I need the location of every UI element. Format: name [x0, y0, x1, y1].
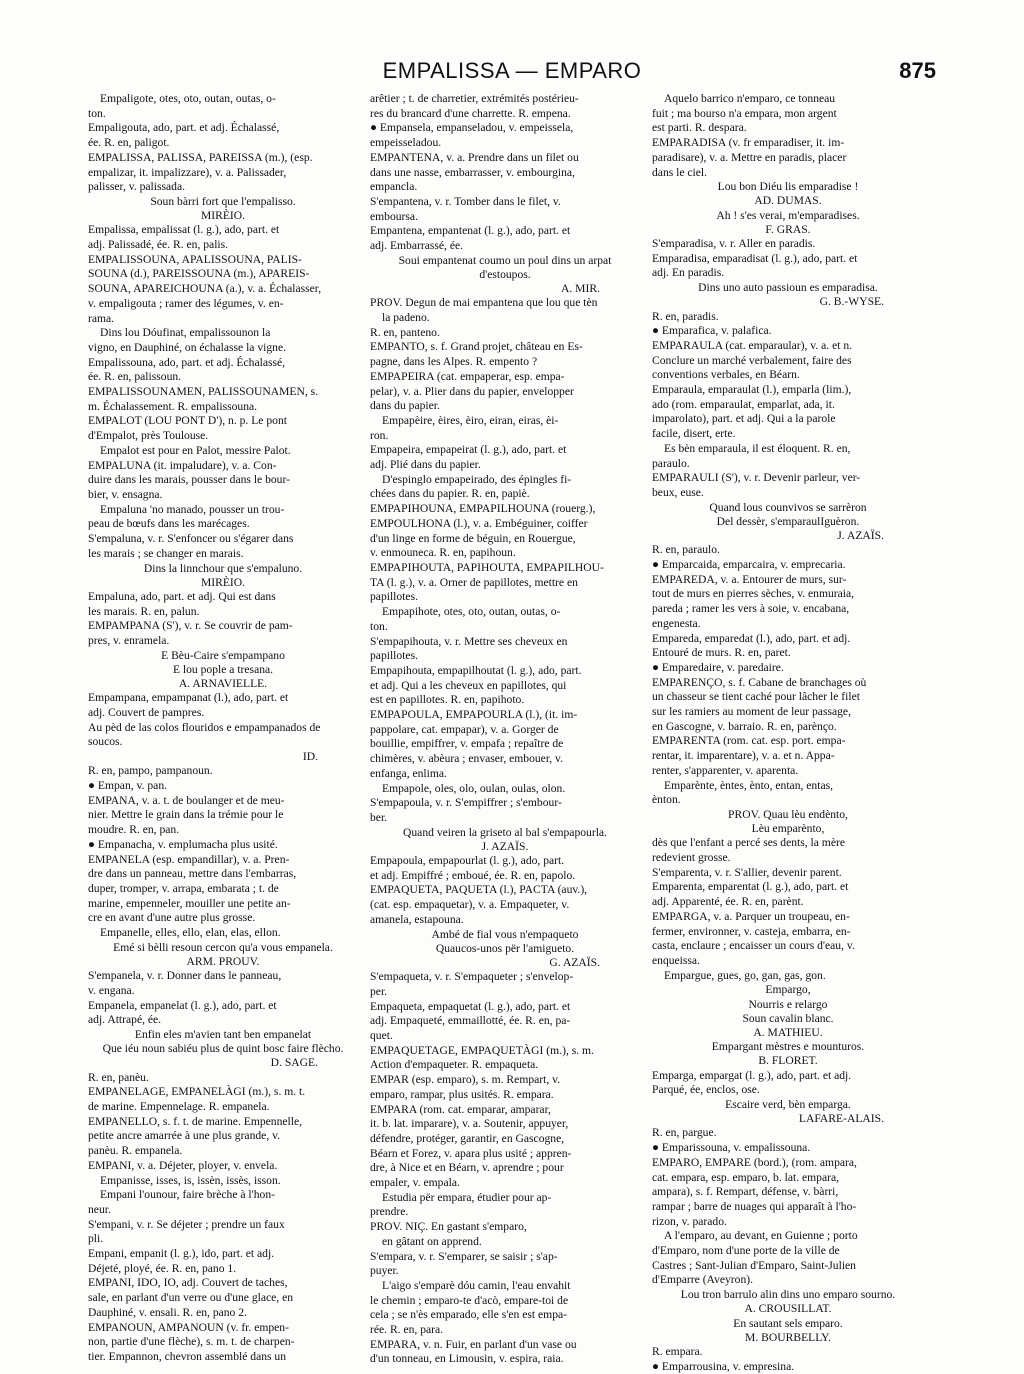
- entry-line: empalizar, it. impalizzare), v. a. Palissader,: [88, 165, 287, 179]
- entry-line: marine, empenneler, mouiller une petite an-: [88, 896, 291, 910]
- entry-line: R. en, panèu.: [88, 1070, 149, 1084]
- entry-line: cat. empara, esp. emparo, b. lat. empara,: [652, 1170, 840, 1184]
- entry-line: S'empaluna, v. r. S'enfoncer ou s'égarer dans: [88, 532, 294, 546]
- entry-line: d'un tonneau, en Limousin, v. espira, raia.: [370, 1352, 564, 1366]
- entry-line: Soun cavalin blanc.: [742, 1011, 834, 1025]
- entry-line: moudre. R. en, pan.: [88, 823, 180, 837]
- entry-line: ènton.: [652, 793, 681, 807]
- entry-line: Que iéu noun sabiéu plus de quint bosc faire flècho.: [102, 1042, 344, 1056]
- entry-line: casta, enclaure ; encaisser un cours d'eau, v.: [652, 939, 855, 953]
- entry-line: EMPANA, v. a. t. de boulanger et de meu-: [88, 793, 285, 807]
- entry-line: Empapihouta, empapilhoutat (l. g.), ado, part.: [370, 663, 582, 677]
- entry-line: Empargo,: [765, 983, 811, 997]
- entry-line: ton.: [370, 619, 388, 633]
- entry-line: M. BOURBELLY.: [745, 1330, 831, 1344]
- entry-line: engenesta.: [652, 616, 701, 630]
- entry-line: amanela, estapouna.: [370, 912, 464, 926]
- entry-line: MIRÈIO.: [200, 209, 246, 223]
- running-title: EMPALISSA — EMPARO: [382, 58, 642, 83]
- entry-line: sur les ramiers au moment de leur passage,: [652, 705, 851, 719]
- entry-line: rée. R. en, para.: [370, 1323, 444, 1337]
- entry-line: Dins uno auto passioun es emparadisa.: [698, 281, 878, 295]
- entry-line: Conclure un marché verbalement, faire des: [652, 353, 852, 367]
- entry-line: Lou bon Diéu lis emparadise !: [717, 180, 859, 194]
- entry-line: duire dans les marais, pousser dans le bour-: [88, 473, 290, 487]
- entry-line: E Bèu-Caire s'empampano: [161, 648, 285, 662]
- entry-line: Empanisse, isses, is, issèn, issès, isson.: [100, 1173, 281, 1187]
- entry-line: Castres ; Sant-Julian d'Emparo, Saint-Julien: [652, 1258, 856, 1272]
- entry-line: EMPARADISA (v. fr emparadiser, it. im-: [652, 136, 845, 150]
- entry-line: pres, v. enramela.: [88, 634, 170, 648]
- entry-line: R. empara.: [652, 1344, 703, 1358]
- entry-line: R. en, pargue.: [652, 1126, 717, 1140]
- entry-line: v. enmouneca. R. en, papihoun.: [370, 546, 516, 560]
- entry-line: d'Emparre (Aveyron).: [652, 1273, 754, 1287]
- column-left: [88, 92, 358, 1363]
- entry-line: est parti. R. despara.: [652, 121, 747, 135]
- entry-line: cre en avant d'une autre plus grosse.: [88, 911, 256, 925]
- entry-line: bouillie, empiffrer, v. empafa ; repaître de: [370, 737, 564, 751]
- entry-line: papillotes.: [370, 590, 418, 604]
- entry-line: E lou pople a tresana.: [172, 662, 274, 676]
- entry-line: v. engana.: [88, 983, 135, 997]
- entry-line: empancla.: [370, 180, 418, 194]
- entry-line: A. CROUSILLAT.: [744, 1302, 832, 1316]
- entry-line: G. AZAÏS.: [549, 955, 600, 969]
- entry-line: Empani l'ounour, faire brèche à l'hon-: [100, 1188, 275, 1202]
- entry-line: conventions verbales, en Béarn.: [652, 368, 800, 382]
- entry-line: d'Empalot, près Toulouse.: [88, 429, 209, 443]
- entry-line: rentar, it. imparentare), v. a. et n. Appa-: [652, 749, 835, 763]
- entry-line: EMPALOT (LOU PONT D'), n. p. Le pont: [88, 414, 287, 428]
- entry-line: emboursa.: [370, 209, 418, 223]
- entry-line: petite ancre amarrée à une plus grande, v.: [88, 1129, 281, 1143]
- entry-line: Dauphiné, v. ensali. R. en, pano 2.: [88, 1305, 247, 1319]
- entry-line: pappolare, cat. empapar), v. a. Gorger de: [370, 722, 559, 736]
- entry-line: dans le ciel.: [652, 165, 708, 179]
- entry-line: ● Emparrousina, v. empresina.: [652, 1359, 795, 1373]
- entry-line: ● Empan, v. pan.: [88, 779, 168, 793]
- entry-line: en gâtant on apprend.: [382, 1234, 482, 1248]
- entry-line: Lèu emparènto,: [751, 822, 825, 836]
- entry-line: adj. Palissadé, ée. R. en, palis.: [88, 238, 229, 252]
- entry-line: empaler, v. empala.: [370, 1176, 460, 1190]
- entry-line: ID.: [302, 750, 318, 764]
- entry-line: ● Empansela, empanseladou, v. empeissela,: [370, 121, 574, 135]
- entry-line: adj. Attrapé, ée.: [88, 1013, 162, 1027]
- entry-line: EMPANI, v. a. Déjeter, ployer, v. envela.: [88, 1158, 278, 1172]
- entry-line: SOUNA, APAREICHOUNA (a.), v. a. Échalasser,: [88, 282, 322, 296]
- entry-line: ampara), s. f. Rempart, défense, v. bàrri,: [652, 1185, 839, 1199]
- entry-line: EMPANTENA, v. a. Prendre dans un filet ou: [370, 150, 579, 164]
- entry-line: A. MATHIEU.: [753, 1026, 823, 1039]
- entry-line: Empaligouta, ado, part. et adj. Échalassé,: [88, 121, 280, 135]
- entry-line: Del dessèr, s'emparaulIguèron.: [716, 514, 860, 528]
- entry-line: nier. Mettre le grain dans la trémie pour le: [88, 808, 284, 822]
- entry-line: ● Emparafica, v. palafica.: [652, 324, 772, 338]
- entry-line: Empalissouna, ado, part. et adj. Échalassé,: [88, 355, 286, 369]
- entry-line: défendre, protéger, garantir, en Gascogne,: [370, 1131, 565, 1145]
- entry-line: peau de bœufs dans les marécages.: [88, 517, 250, 531]
- entry-line: non, partie d'une flèche), s. m. t. de charpen-: [88, 1335, 295, 1349]
- column-right: [652, 92, 924, 1373]
- entry-line: MIRÈIO.: [200, 575, 246, 589]
- entry-line: les marais ; se changer en marais.: [88, 546, 244, 560]
- entry-line: arêtier ; t. de charretier, extrémités postérieu-: [370, 92, 579, 105]
- entry-line: ée. R. en, palissoun.: [88, 370, 182, 384]
- entry-line: Enfin eles m'avien tant ben empanelat: [134, 1028, 312, 1041]
- entry-line: Empargue, gues, go, gan, gas, gon.: [664, 968, 826, 982]
- entry-line: G. B.-WYSE.: [819, 295, 884, 309]
- entry-line: Empapèire, èires, èiro, eiran, eiras, èi-: [382, 413, 559, 427]
- entry-line: dre, à Nice et en Béarn, v. aprendre ; pour: [370, 1161, 564, 1175]
- entry-line: Empapihote, otes, oto, outan, outas, o-: [382, 605, 561, 619]
- entry-line: Entouré de murs. R. en, paret.: [652, 646, 791, 660]
- entry-line: EMPARGA, v. a. Parquer un troupeau, en-: [652, 909, 850, 923]
- entry-line: dans une nasse, embarrasser, v. embourgina,: [370, 165, 575, 179]
- entry-line: S'empapoula, v. r. S'empiffrer ; s'embour-: [370, 796, 562, 810]
- entry-line: est en papillotes. R. en, papihoto.: [370, 693, 525, 707]
- entry-line: A. MIR.: [561, 282, 600, 296]
- column-middle: [370, 92, 640, 1366]
- entry-line: Empaligote, otes, oto, outan, outas, o-: [100, 92, 276, 105]
- entry-line: redevient grosse.: [652, 851, 731, 865]
- entry-line: tier. Empannon, chevron assemblé dans un: [88, 1349, 287, 1363]
- entry-line: Parqué, ée, enclos, ose.: [652, 1083, 760, 1097]
- entry-line: R. en, panteno.: [370, 325, 440, 339]
- entry-line: Ah ! s'es verai, m'emparadises.: [716, 208, 860, 222]
- entry-line: Empapole, oles, olo, oulan, oulas, olon.: [382, 781, 566, 795]
- entry-line: A. ARNAVIELLE.: [178, 677, 268, 691]
- entry-line: D'espinglo empapeirado, des épingles fi-: [382, 472, 572, 486]
- entry-line: emparo, rampar, plus usités. R. empara.: [370, 1087, 554, 1101]
- entry-line: adj. En paradis.: [652, 266, 725, 280]
- entry-line: EMPAPOULA, EMPAPOURLA (l.), (it. im-: [370, 708, 578, 722]
- entry-line: m. Échalassement. R. empalissouna.: [88, 399, 258, 413]
- entry-line: les marais. R. en, palun.: [88, 604, 200, 618]
- entry-line: Lou tron barrulo alin dins uno emparo sourno.: [680, 1288, 896, 1302]
- entry-line: res du brancard d'une charrette. R. empena.: [370, 106, 571, 120]
- entry-line: Déjeté, ployé, ée. R. en, pano 1.: [88, 1261, 237, 1275]
- entry-line: S'empara, v. r. S'emparer, se saisir ; s'ap-: [370, 1249, 558, 1263]
- entry-line: enqueissa.: [652, 953, 700, 967]
- entry-line: EMPARO, EMPARE (bord.), (rom. ampara,: [652, 1155, 857, 1169]
- entry-line: paraulo.: [652, 456, 690, 470]
- entry-line: Empapoula, empapourlat (l. g.), ado, part.: [370, 854, 565, 868]
- entry-line: ● Empanacha, v. emplumacha plus usité.: [88, 837, 278, 851]
- entry-line: Empaluna 'no manado, pousser un trou-: [100, 502, 285, 516]
- entry-line: ● Emparcaida, emparcaira, v. emprecaria.: [652, 558, 846, 571]
- entry-line: Empampana, empampanat (l.), ado, part. et: [88, 691, 289, 705]
- entry-line: TA (l. g.), v. a. Orner de papillotes, mettre en: [370, 575, 578, 589]
- entry-line: S'emparadisa, v. r. Aller en paradis.: [652, 237, 816, 251]
- entry-line: adj. Couvert de pampres.: [88, 706, 205, 720]
- entry-line: le chemin ; emparo-te d'acò, empare-toi de: [370, 1293, 569, 1307]
- entry-line: Ambé de fial vous n'empaqueto: [431, 927, 579, 941]
- entry-line: puyer.: [370, 1264, 399, 1278]
- entry-line: pli.: [88, 1232, 104, 1246]
- entry-line: EMPANOUN, AMPANOUN (v. fr. empen-: [88, 1320, 289, 1334]
- entry-line: sale, en parlant d'un verre ou d'une glace, en: [88, 1291, 294, 1305]
- entry-line: SOUNA (d.), PAREISSOUNA (m.), APAREIS-: [88, 267, 310, 281]
- entry-line: adj. Embarrassé, ée.: [370, 239, 464, 253]
- entry-line: Emparga, empargat (l. g.), ado, part. et adj.: [652, 1068, 852, 1082]
- entry-line: B. FLORET.: [758, 1054, 818, 1068]
- entry-line: EMPANELA (esp. empandillar), v. a. Pren-: [88, 852, 290, 866]
- entry-line: D. SAGE.: [270, 1056, 318, 1070]
- entry-line: EMPAR (esp. emparo), s. m. Rempart, v.: [370, 1073, 561, 1087]
- entry-line: EMPALISSOUNA, APALISSOUNA, PALIS-: [88, 252, 302, 266]
- entry-line: L'aigo s'emparè dóu camin, l'eau envahit: [382, 1278, 571, 1292]
- entry-line: quet.: [370, 1029, 393, 1042]
- entry-line: EMPAMPANA (S'), v. r. Se couvrir de pam-: [88, 619, 293, 633]
- entry-line: de marine. Empennelage. R. empanela.: [88, 1100, 270, 1114]
- entry-line: ● Emparissouna, v. empalissouna.: [652, 1141, 811, 1155]
- entry-line: R. en, pampo, pampanoun.: [88, 764, 213, 778]
- entry-line: ée. R. en, paligot.: [88, 136, 170, 150]
- entry-line: R. en, paraulo.: [652, 543, 720, 557]
- entry-line: chimères, v. abèura ; envaser, embouer, v.: [370, 752, 563, 766]
- entry-line: R. en, paradis.: [652, 309, 719, 323]
- entry-line: pareda ; ramer les vers à soie, v. encabana,: [652, 602, 850, 616]
- entry-line: dès que l'enfant a percé ses dents, la mère: [652, 836, 845, 850]
- entry-line: v. empaligouta ; ramer des légumes, v. en-: [88, 296, 284, 310]
- entry-line: Empaqueta, empaquetat (l. g.), ado, part. et: [370, 999, 571, 1013]
- entry-line: paradisare), v. a. Mettre en paradis, placer: [652, 150, 847, 164]
- entry-line: et adj. Empiffré ; emboué, ée. R. en, papolo.: [370, 868, 576, 882]
- entry-line: EMPARAULI (S'), v. r. Devenir parleur, ver-: [652, 471, 861, 485]
- entry-line: Emparadisa, emparadisat (l. g.), ado, part. et: [652, 251, 858, 265]
- page-header: [0, 58, 1024, 88]
- entry-line: Empantena, empantenat (l. g.), ado, part. et: [370, 224, 571, 238]
- entry-line: Empapeira, empapeirat (l. g.), ado, part. et: [370, 443, 567, 457]
- entry-line: prendre.: [370, 1205, 409, 1219]
- entry-line: Empalot est pour en Palot, messire Palot.: [100, 443, 291, 457]
- entry-line: papillotes.: [370, 649, 418, 663]
- entry-line: S'empapihouta, v. r. Mettre ses cheveux en: [370, 634, 568, 648]
- entry-line: (cat. esp. empaquetar), v. a. Empaqueter, v.: [370, 898, 570, 912]
- entry-line: fuit ; ma bourso n'a empara, mon argent: [652, 106, 837, 120]
- entry-line: A l'emparo, au devant, en Guienne ; porto: [664, 1229, 858, 1243]
- entry-line: ado (rom. emparaulat, emparlat, ada, it.: [652, 397, 835, 411]
- entry-line: EMPAQUETAGE, EMPAQUETÀGI (m.), s. m.: [370, 1043, 594, 1057]
- entry-line: ● Emparedaire, v. paredaire.: [652, 660, 784, 674]
- entry-line: un chasseur se tient caché pour lâcher le filet: [652, 690, 860, 704]
- entry-line: PROV. Quau lèu endènto,: [728, 807, 848, 821]
- entry-line: J. AZAÏS.: [481, 839, 529, 853]
- entry-line: dans du papier.: [370, 399, 440, 413]
- entry-line: PROV. Degun de mai empantena que lou que tèn: [370, 296, 598, 310]
- entry-line: EMPANELAGE, EMPANELÀGI (m.), s. m. t.: [88, 1085, 306, 1099]
- entry-line: Escaire verd, bèn emparga.: [725, 1098, 851, 1112]
- entry-line: bier, v. ensagna.: [88, 487, 163, 501]
- entry-line: pelar), v. a. Plier dans du papier, envelopper: [370, 384, 574, 398]
- entry-line: rama.: [88, 311, 115, 325]
- entry-line: Quand lous counvivos se sarrèron: [709, 500, 867, 514]
- entry-line: Emparaula, emparaulat (l.), emparla (lim.),: [652, 383, 852, 397]
- entry-line: Aquelo barrico n'emparo, ce tonneau: [664, 92, 836, 105]
- entry-line: Soun bàrri fort que l'empalisso.: [150, 194, 296, 208]
- entry-line: en Gascogne, v. barraio. R. en, parènço.: [652, 719, 837, 733]
- entry-line: adj. Empaqueté, emmaillotté, ée. R. en, pa-: [370, 1014, 571, 1028]
- entry-line: Empareda, emparedat (l.), ado, part. et adj.: [652, 631, 851, 645]
- entry-line: d'estoupos.: [479, 267, 531, 281]
- entry-line: LAFARE-ALAIS.: [798, 1112, 884, 1126]
- entry-line: EMPAREDA, v. a. Entourer de murs, sur-: [652, 572, 847, 586]
- entry-line: la padeno.: [382, 311, 430, 325]
- entry-line: pagne, dans les Alpes. R. empento ?: [370, 355, 538, 369]
- entry-line: F. GRAS.: [765, 222, 811, 236]
- entry-line: Empalissa, empalissat (l. g.), ado, part. et: [88, 223, 280, 237]
- entry-line: Dins la linnchour que s'empaluno.: [143, 561, 303, 575]
- entry-line: EMPARA, v. n. Fuir, en parlant d'un vase ou: [370, 1337, 577, 1351]
- entry-line: facile, disert, erte.: [652, 427, 736, 441]
- entry-line: En sautant sels emparo.: [733, 1316, 843, 1330]
- entry-line: Quaucos-unos për l'amigueto.: [435, 941, 575, 955]
- entry-line: chées dans du papier. R. en, papiè.: [370, 487, 530, 501]
- entry-line: Emé si bèlli resoun cercon qu'a vous empanela.: [113, 940, 333, 954]
- entry-line: EMPANI, IDO, IO, adj. Couvert de taches,: [88, 1276, 288, 1290]
- entry-line: EMPAPIHOUTA, PAPIHOUTA, EMPAPILHOU-: [370, 561, 604, 574]
- entry-line: neur.: [88, 1202, 111, 1216]
- entry-line: EMPARENÇO, s. f. Cabane de branchages où: [652, 675, 867, 689]
- entry-line: d'un linge en forme de béguin, en Rouergue,: [370, 531, 576, 545]
- entry-line: S'empani, v. r. Se déjeter ; prendre un faux: [88, 1217, 285, 1231]
- entry-line: Soui empantenat coumo un poul dins un arpat: [398, 253, 612, 267]
- entry-line: Empani, empanit (l. g.), ido, part. et adj.: [88, 1247, 275, 1261]
- entry-line: EMPALISSA, PALISSA, PAREISSA (m.), (esp.: [88, 150, 313, 164]
- entry-line: Action d'empaqueter. R. empaqueta.: [370, 1058, 539, 1072]
- entry-line: Es bèn emparaula, il est éloquent. R. en,: [664, 441, 851, 455]
- entry-line: enfanga, enlima.: [370, 766, 447, 780]
- entry-line: EMPALISSOUNAMEN, PALISSOUNAMEN, s.: [88, 385, 319, 399]
- entry-line: EMPAPEIRA (cat. empaperar, esp. empa-: [370, 369, 565, 383]
- entry-line: panèu. R. empanela.: [88, 1144, 183, 1158]
- entry-line: EMPARAULA (cat. emparaular), v. a. et n.: [652, 338, 853, 352]
- entry-line: S'emparenta, v. r. S'allier, devenir parent.: [652, 865, 842, 879]
- entry-line: Empanelle, elles, ello, elan, elas, ellon.: [100, 926, 281, 940]
- entry-line: palisser, v. palissada.: [88, 180, 185, 194]
- entry-line: Au pèd de las colos flouridos e empampanados de: [88, 720, 321, 734]
- entry-line: vigno, en Dauphiné, on échalasse la vigne.: [88, 340, 286, 354]
- entry-line: ton.: [88, 106, 106, 120]
- entry-line: d'Emparo, nom d'une porte de la ville de: [652, 1244, 840, 1258]
- entry-line: fermer, environner, v. casteja, embarra, en-: [652, 924, 851, 938]
- entry-line: empeisseladou.: [370, 136, 442, 150]
- entry-line: PROV. NIÇ. En gastant s'emparo,: [370, 1220, 527, 1234]
- entry-line: dre dans un panneau, mettre dans l'embarras,: [88, 867, 297, 881]
- entry-line: S'empaqueta, v. r. S'empaqueter ; s'envelop-: [370, 970, 574, 984]
- entry-line: Empaluna, ado, part. et adj. Qui est dans: [88, 589, 276, 603]
- entry-line: Estudia për empara, étudier pour ap-: [382, 1190, 552, 1204]
- entry-line: EMPALUNA (it. impaludare), v. a. Con-: [88, 458, 277, 472]
- entry-line: per.: [370, 984, 388, 998]
- entry-line: duper, tromper, v. arrapa, embarata ; t. de: [88, 881, 279, 895]
- entry-line: adj. Apparenté, ée. R. en, parènt.: [652, 895, 804, 909]
- entry-line: renter, s'apparenter, v. aparenta.: [652, 763, 799, 777]
- entry-line: et adj. Qui a les cheveux en papillotes, qui: [370, 678, 567, 692]
- entry-line: cela ; se n'ès emparado, elle s'en est empa-: [370, 1308, 567, 1322]
- entry-line: S'empanela, v. r. Donner dans le panneau,: [88, 969, 282, 983]
- entry-line: EMPOULHONA (l.), v. a. Embéguiner, coiffer: [370, 516, 588, 530]
- entry-line: Dins lou Dóufinat, empalissounon la: [100, 326, 271, 340]
- entry-line: Empargant mèstres e mounturos.: [711, 1040, 865, 1054]
- entry-line: Empanela, empanelat (l. g.), ado, part. et: [88, 998, 277, 1012]
- entry-line: rampar ; barre de nuages qui apparaît à l'ho-: [652, 1199, 857, 1213]
- page-number: 875: [899, 58, 936, 83]
- entry-line: S'empantena, v. r. Tomber dans le filet, v.: [370, 194, 561, 208]
- entry-line: Béarn et Forez, v. apara plus usité ; appren-: [370, 1146, 572, 1160]
- entry-line: Nourris e relargo: [748, 997, 828, 1011]
- entry-line: EMPANTO, s. f. Grand projet, château en Es-: [370, 340, 583, 354]
- entry-line: rizon, v. parado.: [652, 1214, 727, 1228]
- entry-line: ron.: [370, 428, 389, 442]
- entry-line: Emparènte, èntes, ènto, entan, entas,: [664, 778, 834, 792]
- entry-line: AD. DUMAS.: [754, 194, 822, 208]
- entry-line: EMPANELLO, s. f. t. de marine. Empennelle,: [88, 1114, 303, 1128]
- entry-line: soucos.: [88, 735, 123, 749]
- entry-line: imparolato), part. et adj. Qui a la parole: [652, 412, 836, 426]
- entry-line: ber.: [370, 810, 388, 824]
- entry-line: adj. Plié dans du papier.: [370, 458, 481, 472]
- entry-line: EMPAQUETA, PAQUETA (l.), PACTA (auv.),: [370, 883, 588, 897]
- entry-line: it. b. lat. imparare), v. a. Soutenir, appuyer,: [370, 1117, 569, 1131]
- entry-line: tout de murs en pierres sèches, v. enmuraia,: [652, 587, 855, 601]
- entry-line: EMPARA (rom. cat. emparar, amparar,: [370, 1102, 551, 1116]
- entry-line: beux, euse.: [652, 485, 704, 499]
- entry-line: EMPAPIHOUNA, EMPAPILHOUNA (rouerg.),: [370, 502, 596, 516]
- entry-line: J. AZAÏS.: [837, 529, 884, 543]
- entry-line: ARM. PROUV.: [186, 954, 260, 968]
- entry-line: Quand veiren la griseto al bal s'empapourla.: [403, 825, 607, 839]
- entry-line: Emparenta, emparentat (l. g.), ado, part. et: [652, 880, 849, 894]
- entry-line: EMPARENTA (rom. cat. esp. port. empa-: [652, 734, 846, 748]
